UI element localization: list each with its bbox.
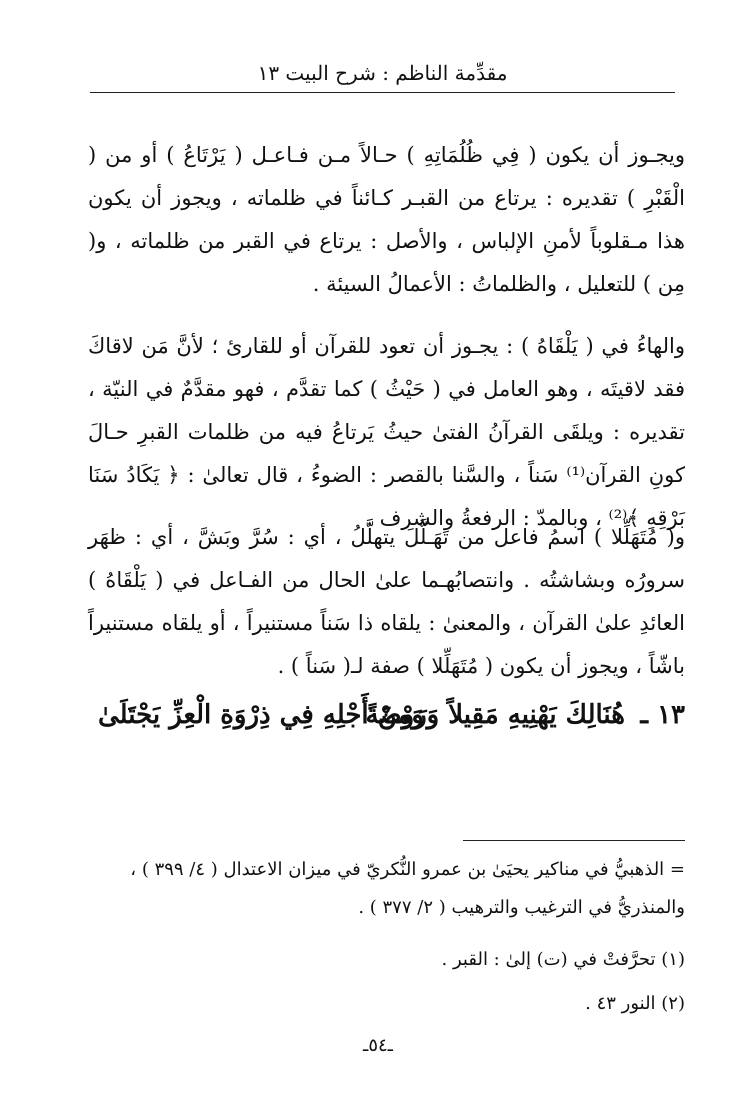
- page-number: ـ٥٤ـ: [363, 1035, 393, 1056]
- footnote-2: (٢) النور ٤٣ .: [585, 993, 685, 1014]
- verse-number: ١٣ ـ: [640, 700, 685, 730]
- verse-first-hemistich: هُنَالِكَ يَهْنِيهِ مَقِيلاً وَرَوْضَةً: [365, 700, 625, 730]
- footnote-separator: [463, 840, 685, 841]
- footnote-1: (١) تحرَّفتْ في (ت) إلىٰ : القبر .: [441, 949, 685, 970]
- paragraph-3: و( مُتَهَلِّلا ) اسمُ فاعل من تَهَـلَّلَ يتهلَّلُ ، أي : سُرَّ وبَشَّ ، أي : ظهَر سرورُه وبشاشتُه . وانتصابُهـما علىٰ الحال من الفـاعل في ( يَلْقَاهُ ) العائدِ علىٰ القرآن ، والمعنىٰ : يلقاه ذا سَناً مستنيراً ، أو يلقاه مستنيراً باشّاً ، ويجوز أن يكون ( مُتَهَلِّلا ) صفة لـ( سَناً ) .: [88, 525, 685, 678]
- paragraph-1: ويجـوز أن يكون ( فِي ظُلُمَاتِهِ ) حـالاً مـن فـاعـل ( يَرْتَاعُ ) أو من ( الْقَبْرِ ) تقديره : يرتاع من القبـر كـائناً في ظلماته ، ويجوز أن يكون هذا مـقلوباً لأمنِ الإلباس ، والأصل : يرتاع في القبر من ظلماته ، و( مِن ) للتعليل ، والظلماتُ : الأعمالُ السيئة .: [88, 143, 685, 296]
- verse-second-hemistich: وَمِنْ أَجْلِهِ فِي ذِرْوَةِ الْعِزِّ يَجْتَلَىٰ: [98, 700, 424, 730]
- paragraph-2: والهاءُ في ( يَلْقَاهُ ) : يجـوز أن تعود للقرآن أو للقارئ ؛ لأنَّ مَن لاقاكَ فقد لاقيتَه ، وهو العامل في ( حَيْثُ ) كما تقدَّم ، فهو مقدَّمٌ في النيّة ، تقديره : ويلقَى القرآنُ الفتىٰ حيثُ يَرتاعُ فيه من ظلمات القبرِ حـالَ كونِ القرآن⁽¹⁾ سَناً ، والسَّنا بالقصر : الضوءُ ، قال تعالىٰ : ﴿ يَكَادُ سَنَا بَرْقِهِ ﴾⁽²⁾ ، وبالمدّ : الرفعةُ والشرف .: [88, 334, 685, 530]
- running-header: مقدِّمة الناظم : شرح البيت ١٣: [90, 54, 675, 93]
- verse-line: [98, 691, 685, 739]
- footnote-continuation: = الذهبيُّ في مناكير يحيَىٰ بن عمرو النُّكريّ في ميزان الاعتدال ( ٤/ ٣٩٩ ) ، والمنذريُّ في الترغيب والترهيب ( ٢/ ٣٧٧ ) .: [130, 859, 685, 918]
